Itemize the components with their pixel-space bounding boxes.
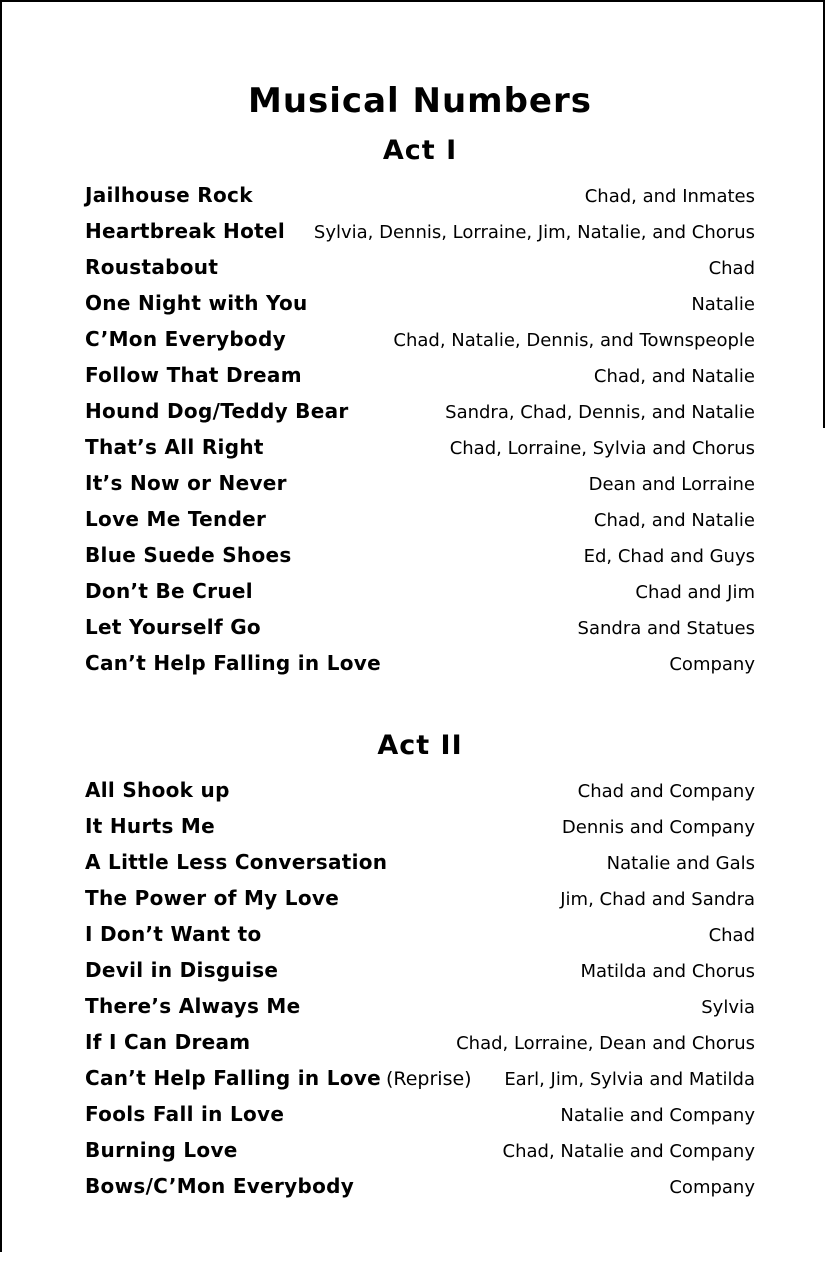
performers: Earl, Jim, Sylvia and Matilda <box>504 1069 755 1091</box>
musical-number-row <box>85 178 755 214</box>
song-title-text: Jailhouse Rock <box>85 183 253 208</box>
song-title <box>85 1169 354 1204</box>
act-rows <box>85 773 755 1205</box>
song-title <box>85 809 215 844</box>
song-title <box>85 358 302 393</box>
song-title-text: If I Can Dream <box>85 1030 251 1055</box>
musical-number-row <box>85 322 755 358</box>
song-title-text: I Don’t Want to <box>85 922 262 947</box>
musical-number-row <box>85 1097 755 1133</box>
song-title-text: That’s All Right <box>85 435 264 460</box>
musical-number-row <box>85 773 755 809</box>
song-title-text: Love Me Tender <box>85 507 267 532</box>
song-title <box>85 1061 472 1097</box>
song-title-text: It Hurts Me <box>85 814 215 839</box>
performers: Chad, Lorraine, Dean and Chorus <box>456 1033 755 1055</box>
performers: Sandra, Chad, Dennis, and Natalie <box>445 402 755 424</box>
song-title-text: The Power of My Love <box>85 886 340 911</box>
act-section <box>85 730 755 1205</box>
performers: Chad and Jim <box>635 582 755 604</box>
song-title <box>85 646 381 681</box>
song-title-text: Devil in Disguise <box>85 958 279 983</box>
song-title-text: Blue Suede Shoes <box>85 543 292 568</box>
song-title-text: Can’t Help Falling in Love <box>85 651 381 676</box>
song-title-text: Can’t Help Falling in Love <box>85 1066 381 1091</box>
musical-number-row <box>85 809 755 845</box>
song-title <box>85 430 264 465</box>
song-title-text: C’Mon Everybody <box>85 327 286 352</box>
musical-number-row <box>85 394 755 430</box>
song-title-text: Follow That Dream <box>85 363 302 388</box>
song-title <box>85 1025 250 1060</box>
musical-number-row <box>85 989 755 1025</box>
song-title-text: Bows/C’Mon Everybody <box>85 1174 355 1199</box>
performers: Jim, Chad and Sandra <box>560 889 755 911</box>
performers: Sylvia <box>701 997 755 1019</box>
song-title <box>85 286 308 321</box>
song-title <box>85 881 339 916</box>
song-title <box>85 917 262 952</box>
performers: Chad, and Inmates <box>584 186 755 208</box>
performers: Company <box>669 654 755 676</box>
musical-number-row <box>85 646 755 682</box>
song-title-text: Burning Love <box>85 1138 238 1163</box>
page-border-left <box>0 0 2 1252</box>
song-title <box>85 1133 238 1168</box>
musical-number-row <box>85 881 755 917</box>
performers: Chad, Natalie and Company <box>502 1141 755 1163</box>
performers: Sandra and Statues <box>577 618 755 640</box>
musical-number-row <box>85 430 755 466</box>
song-title <box>85 845 387 880</box>
song-title <box>85 574 253 609</box>
performers: Company <box>669 1177 755 1199</box>
song-title-text: Roustabout <box>85 255 219 280</box>
song-title-text: One Night with You <box>85 291 308 316</box>
musical-number-row <box>85 953 755 989</box>
song-title <box>85 953 278 988</box>
song-title-text: Heartbreak Hotel <box>85 219 285 244</box>
performers: Sylvia, Dennis, Lorraine, Jim, Natalie, and Chorus <box>313 222 755 244</box>
musical-number-row <box>85 502 755 538</box>
acts-container <box>0 135 825 1205</box>
musical-number-row <box>85 1025 755 1061</box>
song-title-text: Hound Dog/Teddy Bear <box>85 399 349 424</box>
performers: Matilda and Chorus <box>580 961 755 983</box>
performers: Dean and Lorraine <box>588 474 755 496</box>
musical-number-row <box>85 1061 755 1097</box>
song-title <box>85 394 349 429</box>
performers: Natalie <box>691 294 755 316</box>
song-title-text: It’s Now or Never <box>85 471 287 496</box>
musical-number-row <box>85 845 755 881</box>
song-title <box>85 250 218 285</box>
performers: Chad, and Natalie <box>593 366 755 388</box>
song-title-text: Don’t Be Cruel <box>85 579 253 604</box>
page-title: Musical Numbers <box>247 81 592 121</box>
musical-number-row <box>85 250 755 286</box>
musical-number-row <box>85 1133 755 1169</box>
musical-number-row <box>85 214 755 250</box>
performers: Chad, and Natalie <box>593 510 755 532</box>
song-title <box>85 989 301 1024</box>
musical-number-row <box>85 917 755 953</box>
act-section <box>85 135 755 682</box>
performers: Chad, Lorraine, Sylvia and Chorus <box>449 438 755 460</box>
act-heading: Act II <box>377 730 463 762</box>
song-title <box>85 214 285 249</box>
song-title-text: There’s Always Me <box>85 994 301 1019</box>
performers: Chad <box>708 925 755 947</box>
song-title-suffix: (Reprise) <box>385 1068 472 1091</box>
page-border-top <box>0 0 825 2</box>
musical-number-row <box>85 538 755 574</box>
song-title <box>85 610 261 645</box>
musical-number-row <box>85 574 755 610</box>
performers: Natalie and Company <box>560 1105 755 1127</box>
performers: Chad, Natalie, Dennis, and Townspeople <box>393 330 755 352</box>
musical-number-row <box>85 610 755 646</box>
song-title-text: Let Yourself Go <box>85 615 261 640</box>
song-title <box>85 1097 284 1132</box>
performers: Chad and Company <box>577 781 755 803</box>
song-title-text: All Shook up <box>85 778 230 803</box>
musical-number-row <box>85 286 755 322</box>
performers: Chad <box>708 258 755 280</box>
performers: Dennis and Company <box>561 817 755 839</box>
act-rows <box>85 178 755 682</box>
song-title <box>85 466 287 501</box>
song-title <box>85 538 292 573</box>
performers: Ed, Chad and Guys <box>583 546 755 568</box>
song-title <box>85 322 286 357</box>
song-title <box>85 178 253 213</box>
song-title <box>85 773 230 808</box>
musical-number-row <box>85 1169 755 1205</box>
musical-number-row <box>85 466 755 502</box>
song-title-text: A Little Less Conversation <box>85 850 388 875</box>
performers: Natalie and Gals <box>606 853 755 875</box>
song-title <box>85 502 266 537</box>
musical-number-row <box>85 358 755 394</box>
act-heading: Act I <box>382 135 458 167</box>
song-title-text: Fools Fall in Love <box>85 1102 285 1127</box>
